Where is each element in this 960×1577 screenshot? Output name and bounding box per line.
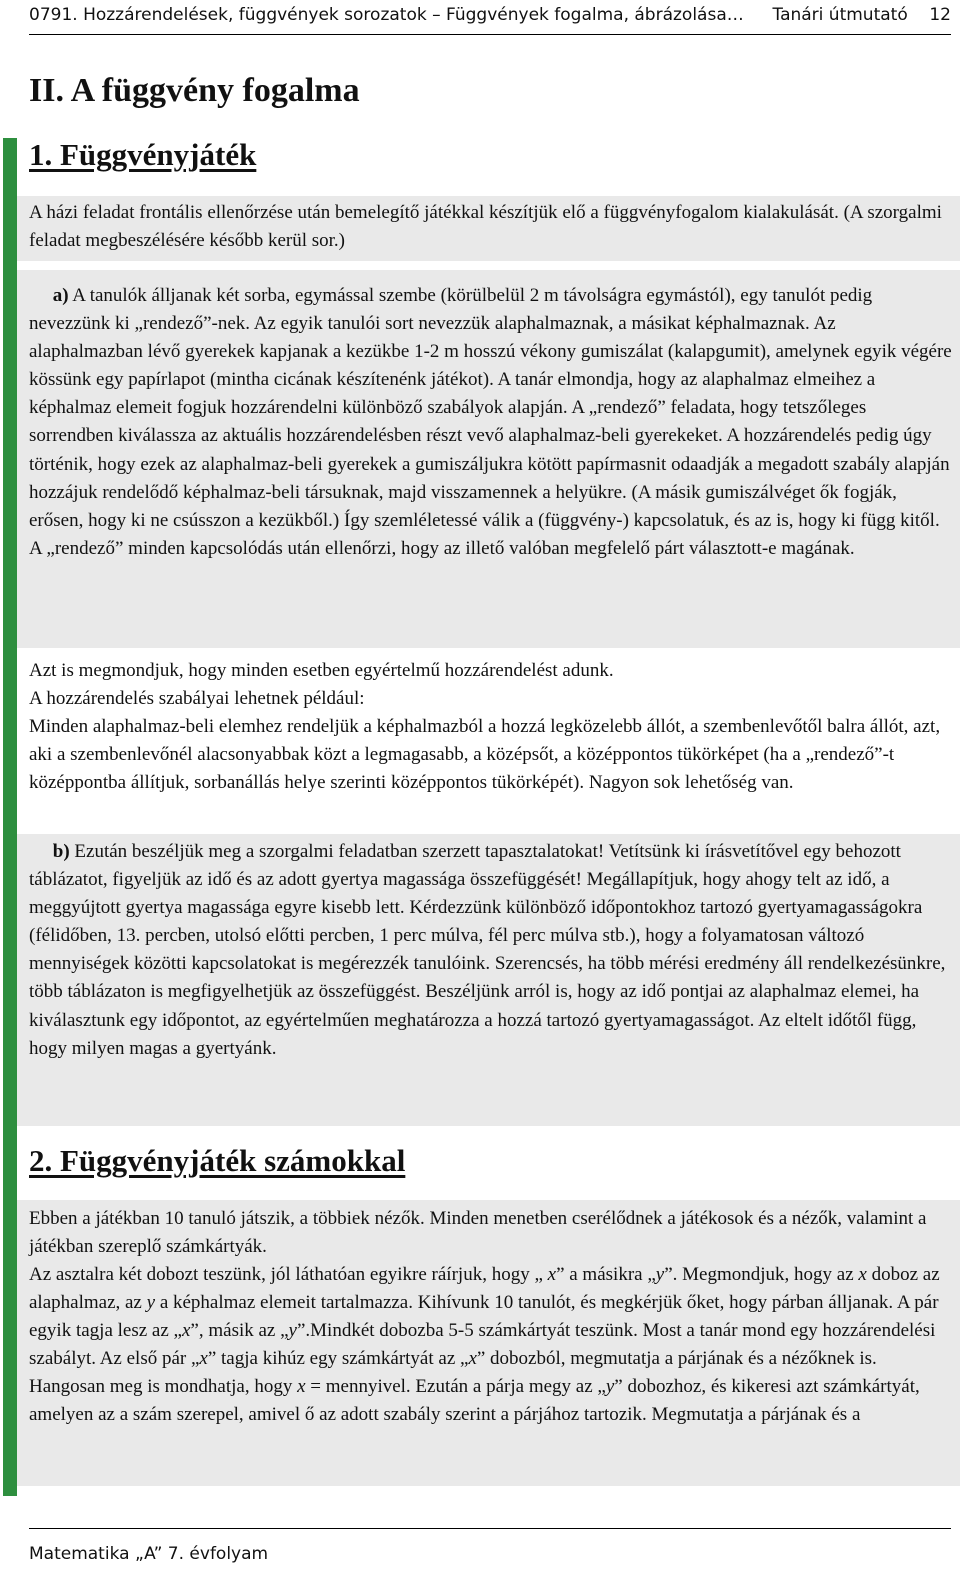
label-b: b) [52, 841, 70, 862]
header-title: 0791. Hozzárendelések, függvények sorozatok – Függvények fogalma, ábrázolása… [29, 5, 744, 25]
text-run: ” tagja kihúz egy számkártyát az „ [207, 1348, 469, 1370]
header-guide: Tanári útmutató [772, 5, 908, 25]
intro-paragraph: A házi feladat frontális ellenőrzése után bemelegítő játékkal készítjük elő a függvényfogalom kialakulását. (A szorgalmi feladat megbeszélésére később kerül sor.) [29, 202, 942, 252]
page-footer [29, 1528, 951, 1564]
text-run: = mennyivel. Ezután a párja megy az „ [305, 1376, 606, 1398]
game2-paragraph-2 [29, 1261, 953, 1430]
label-a: a) [52, 285, 69, 306]
var-x: x [297, 1376, 306, 1398]
section-2-title: 2. Függvényjáték számokkal [29, 1143, 406, 1178]
paragraph-b [29, 838, 953, 1063]
var-y: y [288, 1320, 297, 1342]
var-x: x [181, 1320, 191, 1342]
section-1-title: 1. Függvényjáték [29, 137, 257, 172]
text-run: ” dobozból, megmutatja a párjának és a nézőknek is. Hangosan meg is mondhatja, hogy [29, 1348, 877, 1398]
text-run: ”, másik az „ [190, 1320, 289, 1342]
text-run: ”. Megmondjuk, hogy az [664, 1264, 859, 1285]
paragraph-a-text: A tanulók álljanak két sorba, egymással szembe (körülbelül 2 m távolságra egymástól), egy tanulót pedig nevezzünk ki „rendező”-nek. Az egyik tanulói sort nevezzük alaphalmaznak, a másikat képhalmaznak. Az alaphalmazban lévő gyerekek kapjanak a kezükbe 1-2 m hosszú vékony gumiszálat (kalapgumit), amelynek egyik végére kössünk egy papírlapot (mintha cicának készítenénk játékot). A tanár elmondja, hogy az alaphalmaz elmeihez a képhalmaz elemeit fogjuk hozzárendelni különböző szabályok alapján. A „rendező” feladata, hogy tetszőleges sorrendben kiválassza az aktuális hozzárendelésben részt vevő alaphalmaz-beli gyerekeket. A hozzárendelés pedig úgy történik, hogy ezek az alaphalmaz-beli gyerekek a gumiszáljukra kötött papírmasnit odaadják a megadott szabály alapján hozzájuk rendelődő képhalmaz-beli társuknak, majd visszamennek a helyükre. (A másik gumiszálvéget ők fogják, erősen, hogy ki ne csússzon a kezükből.) Így szemléletessé válik a (függvény-) kapcsolatuk, és az is, hogy ki függ kitől. A „rendező” minden kapcsolódás után ellenőrzi, hogy az illető valóban megfelelő párt választott-e magának. [29, 285, 952, 559]
text-run: Az asztalra két dobozt teszünk, jól láthatóan egyikre ráírjuk, hogy „ [29, 1264, 548, 1285]
var-x: x [547, 1264, 557, 1285]
text-run: a képhalmaz elemeit tartalmazza. Kihívunk 10 tanulót, és megkérjük őket, hogy párban álljanak. A pár egyik tagja lesz az „ [29, 1292, 939, 1342]
var-y: y [655, 1264, 665, 1285]
var-x: x [468, 1348, 477, 1370]
var-y: y [146, 1292, 156, 1314]
rules-intro-1: Azt is megmondjuk, hogy minden esetben egyértelmű hozzárendelést adunk. [29, 660, 614, 681]
page-header [29, 0, 951, 35]
text-run: ”.Mindkét dobozba 5-5 számkártyát teszünk. Most a tanár mond egy hozzárendelési szabályt. Az első pár „ [29, 1320, 936, 1370]
var-y: y [605, 1376, 615, 1398]
paragraph-a [29, 282, 953, 563]
footer-text: Matematika „A” 7. évfolyam [29, 1544, 269, 1564]
game2-paragraph-1: Ebben a játékban 10 tanuló játszik, a többiek nézők. Minden menetben cserélődnek a játékosok és a nézők, valamint a játékban szereplő számkártyák. [29, 1208, 927, 1258]
text-run: doboz az alaphalmaz, az [29, 1264, 940, 1314]
paragraph-b-text: Ezután beszéljük meg a szorgalmi feladatban szerzett tapasztalatokat! Vetítsünk ki írásvetítővel egy behozott táblázatot, figyeljük az idő és az adott gyertya magassága összefüggését! Megállapítjuk, hogy ahogy telt az idő, a meggyújtott gyertya magassága egyre kisebb lett. Kérdezzünk különböző időpontokhoz tartozó gyertyamagasságokra (félidőben, 13. percben, utolsó előtti percben, 1 perc múlva, fél perc múlva stb.), hogy a folyamatosan változó mennyiségek közötti kapcsolatokat is megérezzék tanulóink. Szerencsés, ha több mérési eredmény áll rendelkezésünkre, több táblázaton is megfigyelhetjük az összefüggést. Beszéljünk arról is, hogy az idő pontjai az alaphalmaz elemei, ha kiválasztunk egy időpontot, az egyértelműen meghatározza a hozzá tartozó gyertyamagasságot. Az eltelt időtől függ, hogy milyen magas a gyertyánk. [29, 841, 946, 1059]
text-run: ” dobozhoz, és kikeresi azt számkártyát, amelyen az a szám szerepel, amivel ő az adott szabály szerint a párjához tartozik. Megmutatja a párjának és a [29, 1376, 920, 1426]
rules-list: Minden alaphalmaz-beli elemhez rendeljük a képhalmazból a hozzá legközelebb állót, a szembenlevőtől balra állót, azt, aki a szembenlevőnél alacsonyabbak közt a legmagasabb, a középsőt, a középpontos tükörképet (ha a „rendező”-t középpontba állítjuk, sorbanállás helye szerinti középpontos tükörképét). Nagyon sok lehetőség van. [29, 716, 941, 794]
rules-intro-2: A hozzárendelés szabályai lehetnek például: [29, 688, 365, 709]
header-right [773, 5, 952, 25]
section-marker-bar [3, 138, 17, 1496]
text-run: ” a másikra „ [556, 1264, 656, 1285]
chapter-title: II. A függvény fogalma [29, 72, 360, 109]
var-x: x [199, 1348, 208, 1370]
page-number: 12 [929, 5, 951, 25]
var-x: x [858, 1264, 867, 1285]
